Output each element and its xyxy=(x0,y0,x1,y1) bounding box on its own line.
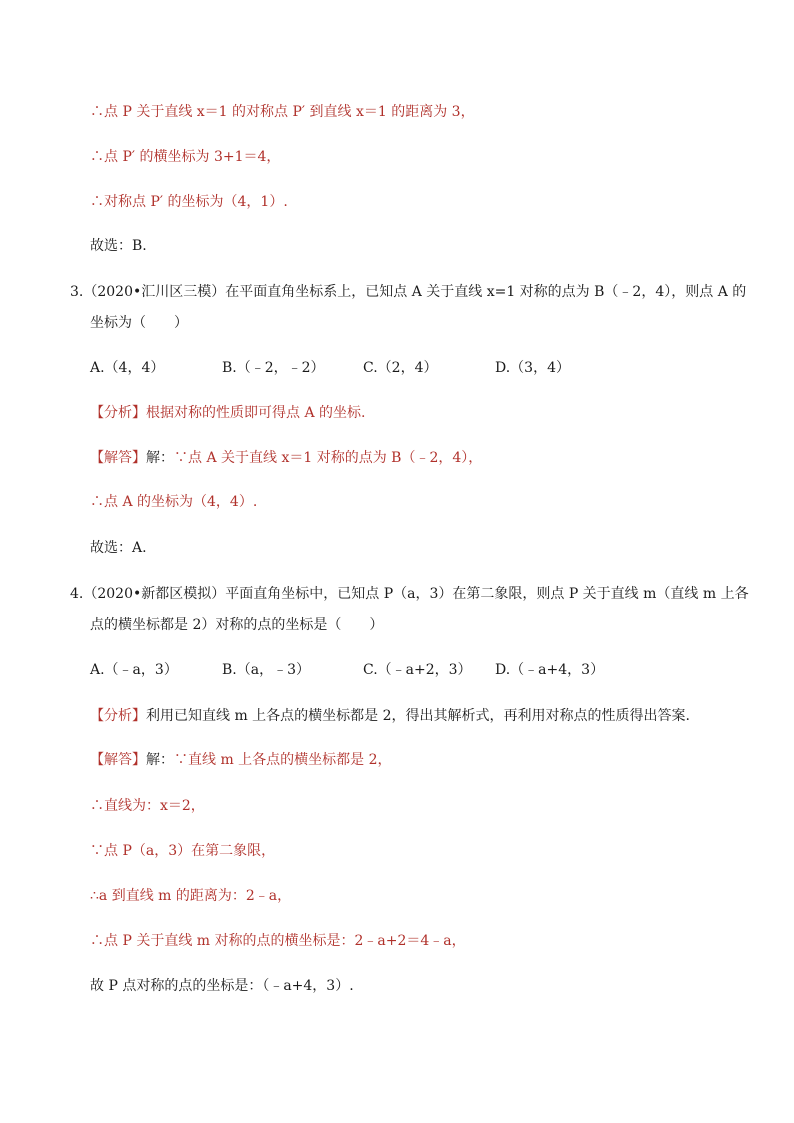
solution-line: ∴点 P 关于直线 x＝1 的对称点 P′ 到直线 x＝1 的距离为 3， xyxy=(90,104,475,120)
q3-solution-line: ∴点 A 的坐标为（4，4）. xyxy=(90,494,258,510)
q3-option-a: A.（4，4） xyxy=(90,360,165,376)
q3-option-b: B.（﹣2，﹣2） xyxy=(222,360,325,376)
analysis-tag: 【分析】 xyxy=(90,708,146,724)
q4-solution-line: ∴直线为：x＝2， xyxy=(90,798,205,814)
question-4-stem-cont: 点的横坐标都是 2）对称的点的坐标是（ ） xyxy=(90,617,384,633)
q4-option-a: A.（﹣a，3） xyxy=(90,662,178,678)
question-3-stem-cont: 坐标为（ ） xyxy=(90,315,188,331)
answer-text: ∵直线 m 上各点的横坐标都是 2， xyxy=(174,752,392,768)
analysis-tag: 【分析】 xyxy=(90,405,146,421)
q3-analysis xyxy=(90,403,365,423)
q4-option-d: D.（﹣a+4，3） xyxy=(495,662,605,678)
q4-analysis xyxy=(90,706,690,726)
q4-solution-line: ∵点 P（a，3）在第二象限， xyxy=(90,843,276,859)
q4-option-c: C.（﹣a+2，3） xyxy=(363,662,472,678)
question-3-stem: 3.（2020•汇川区三模）在平面直角坐标系上，已知点 A 关于直线 x=1 对称的点为 B（﹣2，4），则点 A 的 xyxy=(70,284,747,300)
q4-conclusion: 故 P 点对称的点的坐标是：（﹣a+4，3）. xyxy=(90,978,354,994)
question-4-stem: 4.（2020•新都区模拟）平面直角坐标中，已知点 P（a，3）在第二象限，则点 P 关于直线 m（直线 m 上各 xyxy=(70,586,749,602)
answer-text: ∵点 A 关于直线 x＝1 对称的点为 B（﹣2，4）， xyxy=(174,450,483,466)
q3-answer xyxy=(90,448,482,468)
solution-line: ∴点 P′ 的横坐标为 3+1＝4， xyxy=(90,149,281,165)
answer-prefix: 解： xyxy=(146,450,174,466)
q3-option-d: D.（3，4） xyxy=(495,360,570,376)
q4-solution-line: ∴a 到直线 m 的距离为：2﹣a， xyxy=(90,888,292,904)
q4-solution-line: ∴点 P 关于直线 m 对称的点的横坐标是：2﹣a+2＝4﹣a， xyxy=(90,933,466,949)
q4-answer xyxy=(90,750,392,770)
q3-answer-choice: 故选：A. xyxy=(90,540,147,556)
q4-option-b: B.（a，﹣3） xyxy=(222,662,310,678)
answer-tag: 【解答】 xyxy=(90,450,146,466)
answer-choice-line: 故选：B. xyxy=(90,238,147,254)
answer-prefix: 解： xyxy=(146,752,174,768)
solution-line: ∴对称点 P′ 的坐标为（4，1）. xyxy=(90,194,288,210)
analysis-text: 利用已知直线 m 上各点的横坐标都是 2，得出其解析式，再利用对称点的性质得出答案. xyxy=(146,708,690,724)
answer-tag: 【解答】 xyxy=(90,752,146,768)
analysis-text: 根据对称的性质即可得点 A 的坐标. xyxy=(146,405,366,421)
q3-option-c: C.（2，4） xyxy=(363,360,438,376)
